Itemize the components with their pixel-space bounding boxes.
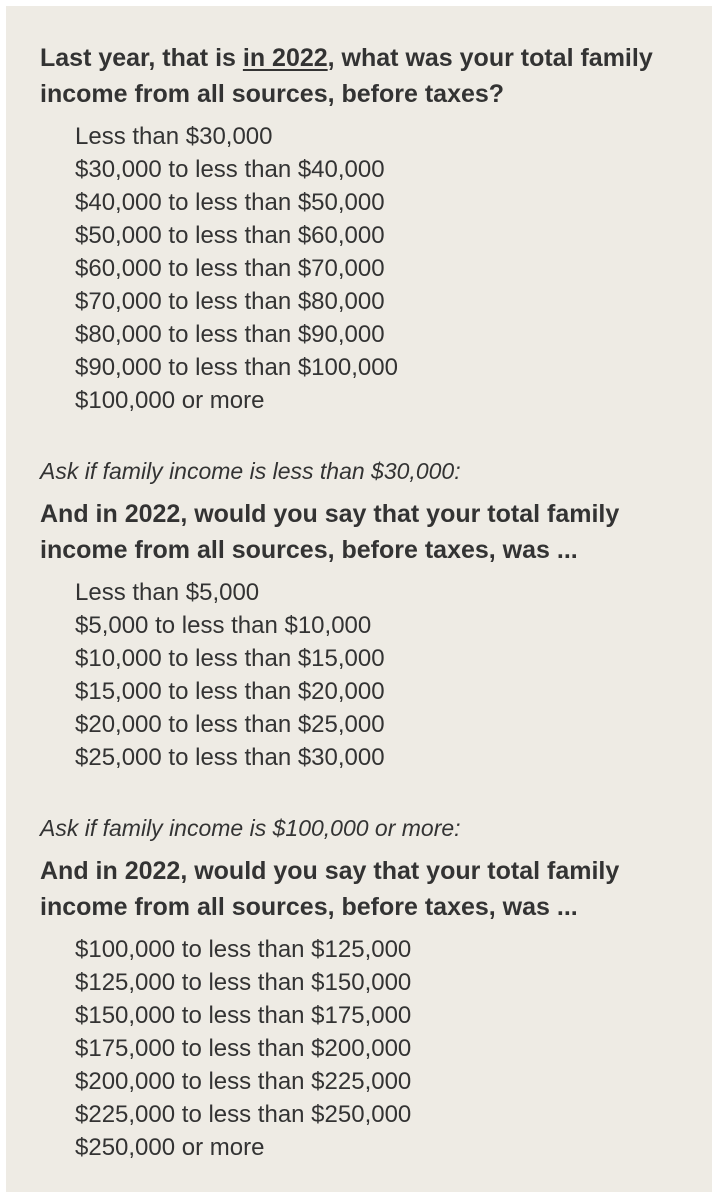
income-options-list [75,120,712,417]
high-income-option: $100,000 to less than $125,000 [75,936,412,963]
income-option: $50,000 to less than $60,000 [75,222,385,249]
condition-low-income: Ask if family income is less than $30,000: [40,458,461,484]
low-income-option: $25,000 to less than $30,000 [75,744,385,771]
income-option: $60,000 to less than $70,000 [75,255,385,282]
high-income-option: $200,000 to less than $225,000 [75,1068,412,1095]
low-income-options-list [75,576,712,774]
low-income-option: $5,000 to less than $10,000 [75,612,372,639]
question-underlined-year: in 2022 [242,44,328,72]
question-income-2022 [40,40,690,112]
income-option: $90,000 to less than $100,000 [75,354,398,381]
question-text-after: , what was your total family income from all sources, before taxes? [40,44,653,108]
income-option: $70,000 to less than $80,000 [75,288,385,315]
question-text-before: Last year, that is [40,44,243,72]
income-option: $80,000 to less than $90,000 [75,321,385,348]
high-income-option: $225,000 to less than $250,000 [75,1101,412,1128]
high-income-option: $175,000 to less than $200,000 [75,1035,412,1062]
income-option: Less than $30,000 [75,123,273,150]
income-option: $100,000 or more [75,387,265,414]
low-income-option: $15,000 to less than $20,000 [75,678,385,705]
question-high-income-followup: And in 2022, would you say that your total family income from all sources, before taxes, was ... [40,857,620,921]
low-income-option: Less than $5,000 [75,579,260,606]
questionnaire-panel [6,6,712,1192]
condition-high-income: Ask if family income is $100,000 or more: [40,815,461,841]
high-income-option: $150,000 to less than $175,000 [75,1002,412,1029]
income-option: $30,000 to less than $40,000 [75,156,385,183]
high-income-option: $125,000 to less than $150,000 [75,969,412,996]
question-low-income-followup: And in 2022, would you say that your total family income from all sources, before taxes, was ... [40,500,620,564]
high-income-option: $250,000 or more [75,1134,265,1161]
low-income-option: $20,000 to less than $25,000 [75,711,385,738]
high-income-options-list [75,933,712,1164]
low-income-option: $10,000 to less than $15,000 [75,645,385,672]
income-option: $40,000 to less than $50,000 [75,189,385,216]
